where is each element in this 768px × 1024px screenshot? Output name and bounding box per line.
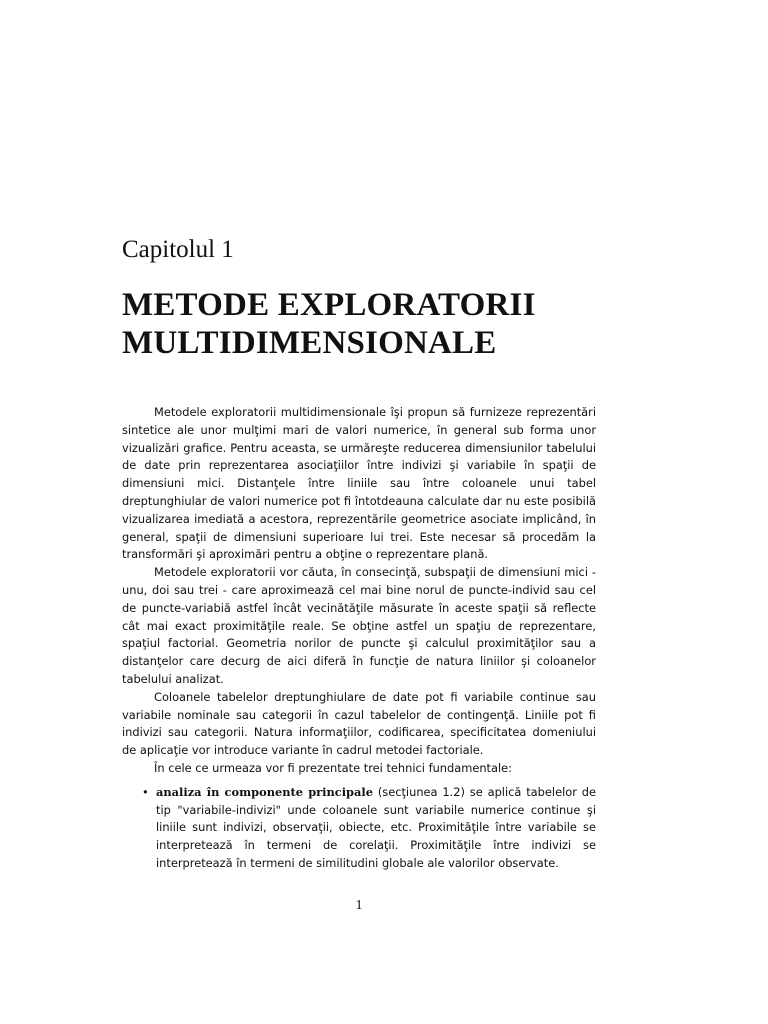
document-page — [122, 0, 596, 1024]
bullet-icon: • — [142, 784, 149, 799]
body-text — [122, 404, 596, 873]
page-number: 1 — [355, 898, 363, 913]
paragraph-techniques: În cele ce urmeaza vor fi prezentate trei tehnici fundamentale: — [154, 760, 513, 775]
paragraph-columns: Coloanele tabelelor dreptunghiulare de date pot fi variabile continue sau variabile nominale sau categorii în cazul tabelelor de contingenţă. Liniile pot fi indivizi sau categorii. Natura informaţiilor, codificarea, specificitatea domeniului de aplicaţie vor introduce variante în cadrul metodei factoriale. — [122, 689, 596, 758]
paragraph-intro: Metodele exploratorii multidimensionale îşi propun să furnizeze reprezentări sintetice ale unor mulţimi mari de valori numerice, în general sub forma unor vizualizări grafice. Pentru aceasta, se urmăreşte reducerea dimensiunilor tabelului de date prin reprezentarea asociaţiilor între indivizi şi variabile în spaţii de dimensiuni mici. Distanţele între liniile sau între coloanele unui tabel dreptunghiular de valori numerice pot fi întotdeauna calculate dar nu este posibilă vizualizarea imediată a acestora, reprezentările geometrice asociate implicând, în general, spaţii de dimensiuni superioare lui trei. Este necesar să procedăm la transformări şi aproximări pentru a obţine o reprezentare plană. — [122, 405, 596, 562]
list-item-term: analiza în componente principale — [156, 784, 373, 799]
techniques-list — [122, 784, 596, 873]
chapter-label: Capitolul 1 — [122, 236, 234, 263]
list-item-text: (secţiunea 1.2) se aplică tabelelor de tip "variabile-indivizi" unde coloanele sunt variabile numerice continue şi liniile sunt indivizi, observaţii, obiecte, etc. Proximităţile între variabile se interpretează în termeni de corelaţii. Proximităţile între indivizi se interpretează în termeni de similitudini globale ale valorilor observate. — [156, 784, 596, 870]
chapter-title-line-2: MULTIDIMENSIONALE — [122, 325, 497, 361]
chapter-title-line-1: METODE EXPLORATORII — [122, 287, 536, 323]
paragraph-subspaces: Metodele exploratorii vor căuta, în consecinţă, subspaţii de dimensiuni mici - unu, doi sau trei - care aproximează cel mai bine norul de puncte-individ sau cel de puncte-variabiă astfel încât vecinătăţile măsurate în aceste spaţii să reflecte cât mai exact proximităţile reale. Se obţine astfel un spaţiu de reprezentare, spaţiul factorial. Geometria norilor de puncte şi calculul proximităţilor sau a distanţelor care decurg de aici diferă în funcţie de natura liniilor şi coloanelor tabelului analizat. — [122, 565, 596, 686]
list-item — [122, 784, 596, 873]
chapter-title — [122, 286, 536, 362]
